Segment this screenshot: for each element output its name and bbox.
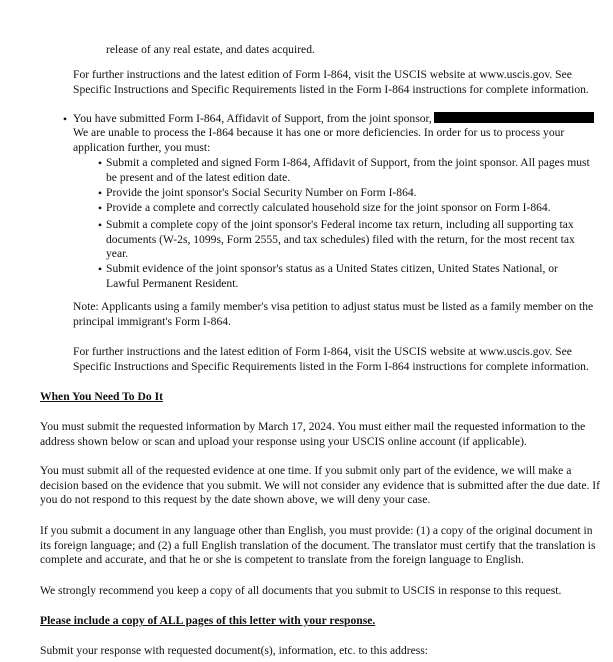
sub-bullet-marker: • — [97, 201, 103, 215]
sub-bullet-2: Provide the joint sponsor's Social Security Number on Form I-864. — [106, 186, 417, 199]
copy-recommendation: We strongly recommend you keep a copy of all documents that you submit to USCIS in response to this request. — [40, 584, 562, 597]
include-copy-heading: Please include a copy of ALL pages of this letter with your response. — [40, 614, 376, 627]
main-bullet-line2: We are unable to process the I-864 because it has one or more deficiencies. In order for us to process your application further, you must: — [73, 126, 565, 154]
submit-address-line: Submit your response with requested document(s), information, etc. to this address: — [40, 644, 428, 657]
sub-bullet-marker: • — [97, 186, 103, 200]
main-bullet-marker: • — [62, 112, 68, 126]
top-line: release of any real estate, and dates acquired. — [106, 43, 315, 56]
redacted-sponsor-name — [434, 112, 594, 123]
sub-bullet-4: Submit a complete copy of the joint sponsor's Federal income tax return, including all supporting tax documents (W-2s, 1099s, Form 2555, and tax schedules) filed with the return, for the most recent tax year. — [106, 218, 575, 260]
main-bullet-line1: You have submitted Form I-864, Affidavit of Support, from the joint sponsor, — [73, 112, 603, 127]
sub-bullet-3: Provide a complete and correctly calculated household size for the joint sponsor on Form I-864. — [106, 201, 551, 214]
sub-bullet-marker: • — [97, 262, 103, 276]
sub-bullet-5: Submit evidence of the joint sponsor's status as a United States citizen, United States National, or Lawful Permanent Resident. — [106, 262, 558, 290]
when-heading: When You Need To Do It — [40, 390, 163, 403]
sub-bullet-1: Submit a completed and signed Form I-864, Affidavit of Support, from the joint sponsor. All pages must be present and of the latest edition date. — [106, 156, 590, 184]
deadline-paragraph: You must submit the requested information by March 17, 2024. You must either mail the requested information to the address shown below or scan and upload your response using your USCIS online account (if applicable). — [40, 420, 586, 448]
language-paragraph: If you submit a document in any language other than English, you must provide: (1) a copy of the original document in its foreign language; and (2) a full English translation of the document. The translator must certify that the translation is complete and accurate, and that he or she is competent to translate from the foreign language to English. — [40, 524, 596, 566]
instructions-paragraph-2: For further instructions and the latest edition of Form I-864, visit the USCIS website at www.uscis.gov. See Specific Instructions and Specific Requirements listed in the Form I-864 instructions for complete information. — [73, 345, 589, 373]
all-evidence-paragraph: You must submit all of the requested evidence at one time. If you submit only part of the evidence, we will make a decision based on the evidence that you submit. We will not consider any evidence that is submitted after the due date. If you do not respond to this request by the date shown above, we will deny your case. — [40, 464, 601, 506]
sub-bullet-marker: • — [97, 218, 103, 232]
note-paragraph: Note: Applicants using a family member's visa petition to adjust status must be listed as a family member on the principal immigrant's Form I-864. — [73, 300, 594, 328]
instructions-paragraph-1: For further instructions and the latest edition of Form I-864, visit the USCIS website at www.uscis.gov. See Specific Instructions and Specific Requirements listed in the Form I-864 instructions for complete information. — [73, 68, 589, 96]
sub-bullet-marker: • — [97, 156, 103, 170]
